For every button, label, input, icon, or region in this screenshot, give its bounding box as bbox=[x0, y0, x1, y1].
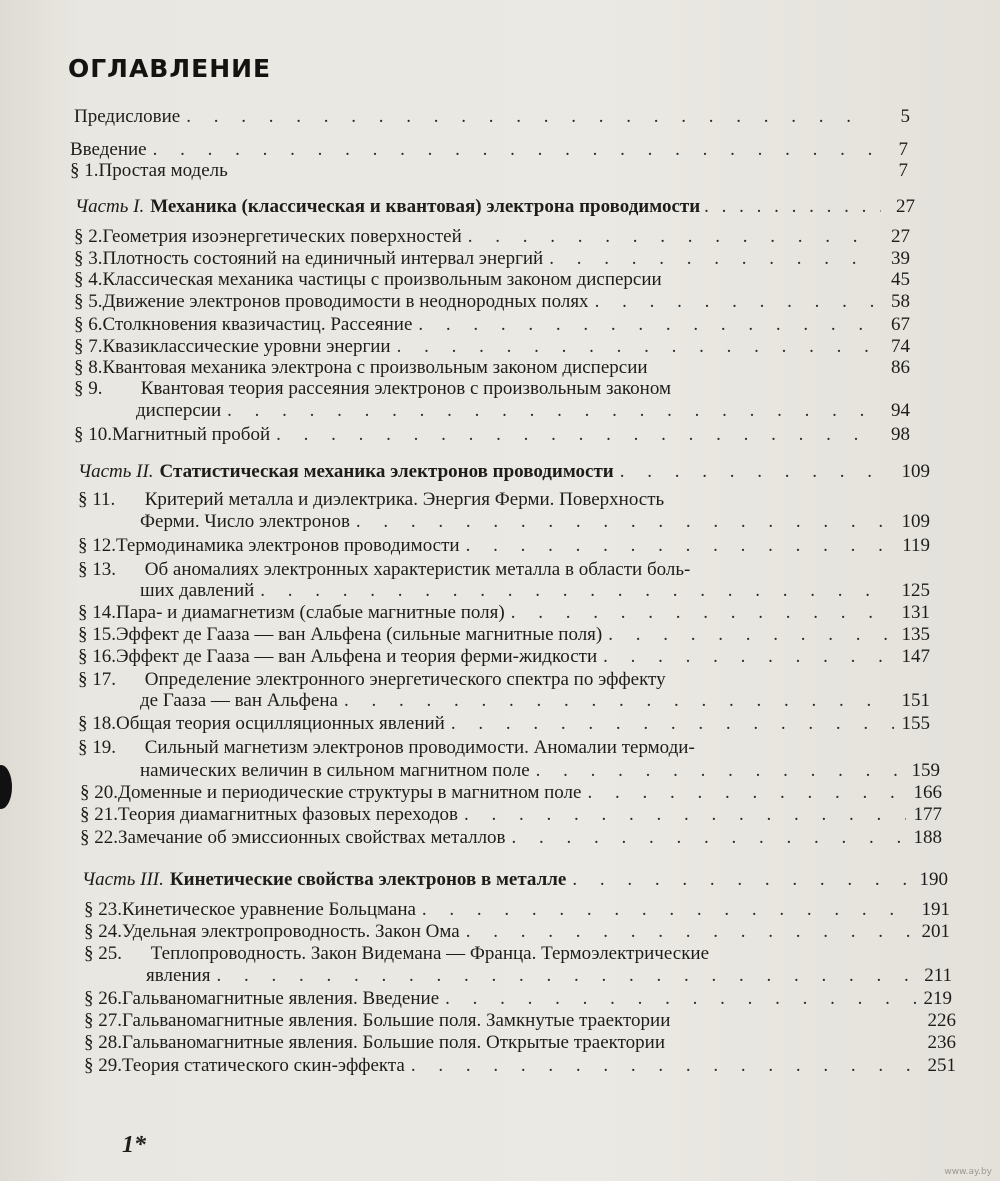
section-number: § 3. bbox=[74, 248, 103, 269]
toc-title: Эффект де Гааза — ван Альфена и теория ферми-жидкости bbox=[116, 646, 598, 667]
toc-entry-section-5 bbox=[74, 291, 910, 313]
toc-entry-section-21 bbox=[80, 804, 942, 826]
leader-dots bbox=[466, 921, 914, 943]
toc-title: Гальваномагнитные явления. Большие поля. Замкнутые траектории bbox=[122, 1010, 671, 1031]
toc-title: Плотность состояний на единичный интервал энергий bbox=[102, 248, 544, 269]
toc-page: 226 bbox=[927, 1010, 956, 1031]
toc-title: Критерий металла и диэлектрика. Энергия Ферми. Поверхность bbox=[144, 489, 665, 510]
toc-entry-section-29 bbox=[84, 1055, 956, 1077]
toc-title: Гальваномагнитные явления. Введение bbox=[122, 988, 440, 1009]
toc-page: 5 bbox=[900, 106, 910, 127]
toc-entry-intro bbox=[70, 139, 908, 161]
toc-entry-section-22 bbox=[80, 827, 942, 849]
toc-part-3 bbox=[82, 869, 948, 891]
leader-dots bbox=[603, 646, 894, 668]
section-number: § 6. bbox=[74, 314, 103, 335]
section-number: § 21. bbox=[80, 804, 118, 825]
toc-title: Классическая механика частицы с произвольным законом дисперсии bbox=[102, 269, 662, 290]
section-number: § 23. bbox=[84, 899, 122, 920]
toc-page: 7 bbox=[898, 139, 908, 160]
leader-dots bbox=[153, 139, 872, 161]
toc-page: 159 bbox=[911, 760, 940, 781]
leader-dots bbox=[704, 196, 881, 218]
leader-dots bbox=[466, 535, 894, 557]
toc-entry-section-11-line1 bbox=[78, 489, 664, 511]
section-number: § 10. bbox=[74, 424, 112, 445]
leader-dots bbox=[608, 624, 894, 646]
leader-dots bbox=[356, 511, 894, 533]
toc-title: Кинетическое уравнение Больцмана bbox=[122, 899, 416, 920]
section-number: § 28. bbox=[84, 1032, 122, 1053]
toc-title: Пара- и диамагнетизм (слабые магнитные поля) bbox=[116, 602, 505, 623]
toc-entry-section-1 bbox=[70, 160, 908, 182]
toc-title-continuation: явления bbox=[146, 965, 211, 986]
toc-page: 151 bbox=[901, 690, 930, 711]
leader-dots bbox=[587, 782, 906, 804]
toc-title: Геометрия изоэнергетических поверхностей bbox=[102, 226, 462, 247]
toc-entry-section-24 bbox=[84, 921, 950, 943]
section-number: § 8. bbox=[74, 357, 103, 378]
leader-dots bbox=[468, 226, 874, 248]
toc-part-1 bbox=[75, 196, 915, 218]
toc-entry-section-13-line1 bbox=[78, 559, 690, 581]
section-number: § 27. bbox=[84, 1010, 122, 1031]
toc-title: Термодинамика электронов проводимости bbox=[116, 535, 460, 556]
leader-dots bbox=[512, 827, 906, 849]
section-number: § 20. bbox=[80, 782, 118, 803]
section-number: § 12. bbox=[78, 535, 116, 556]
leader-dots bbox=[260, 580, 894, 602]
section-number: § 15. bbox=[78, 624, 116, 645]
section-number: § 19. bbox=[78, 737, 116, 758]
section-number: § 4. bbox=[74, 269, 103, 290]
leader-dots bbox=[464, 804, 906, 826]
leader-dots bbox=[216, 965, 916, 987]
toc-title: Квазиклассические уровни энергии bbox=[102, 336, 391, 357]
section-number: § 13. bbox=[78, 559, 116, 580]
toc-entry-section-25-line1 bbox=[84, 943, 709, 965]
leader-dots bbox=[411, 1055, 920, 1077]
toc-entry-section-4 bbox=[74, 269, 910, 291]
toc-entry-section-26 bbox=[84, 988, 952, 1010]
toc-page: 39 bbox=[891, 248, 910, 269]
toc-page: 45 bbox=[891, 269, 910, 290]
leader-dots bbox=[451, 713, 894, 735]
toc-page: 109 bbox=[901, 511, 930, 532]
toc-title-continuation: ших давлений bbox=[140, 580, 255, 601]
section-number: § 11. bbox=[78, 489, 116, 510]
toc-title: Удельная электропроводность. Закон Ома bbox=[122, 921, 460, 942]
leader-dots bbox=[511, 602, 894, 624]
section-number: § 18. bbox=[78, 713, 116, 734]
part-title: Кинетические свойства электронов в металле bbox=[169, 869, 567, 890]
toc-title: Движение электронов проводимости в неоднородных полях bbox=[102, 291, 589, 312]
toc-page: 58 bbox=[891, 291, 910, 312]
toc-entry-section-8 bbox=[74, 357, 910, 379]
part-title: Статистическая механика электронов проводимости bbox=[159, 461, 614, 482]
toc-title: Введение bbox=[70, 139, 147, 160]
part-label: Часть II. bbox=[78, 461, 154, 482]
toc-entry-section-16 bbox=[78, 646, 930, 668]
part-label: Часть I. bbox=[75, 196, 145, 217]
toc-entry-section-9 bbox=[136, 400, 910, 422]
leader-dots bbox=[445, 988, 916, 1010]
toc-entry-section-6 bbox=[74, 314, 910, 336]
toc-page: 67 bbox=[891, 314, 910, 335]
leader-dots bbox=[227, 400, 874, 422]
leader-dots bbox=[536, 760, 904, 782]
toc-title: Доменные и периодические структуры в магнитном поле bbox=[118, 782, 582, 803]
section-number: § 29. bbox=[84, 1055, 122, 1076]
toc-entry-section-28 bbox=[84, 1032, 956, 1054]
toc-title: Определение электронного энергетического спектра по эффекту bbox=[144, 669, 666, 690]
toc-entry-section-20 bbox=[80, 782, 942, 804]
toc-title: Теория диамагнитных фазовых переходов bbox=[118, 804, 458, 825]
section-number: § 9. bbox=[74, 378, 103, 399]
signature-mark: 1* bbox=[122, 1132, 146, 1158]
leader-dots bbox=[620, 461, 894, 483]
toc-page: 119 bbox=[902, 535, 930, 556]
leader-dots bbox=[422, 899, 914, 921]
toc-entry-section-23 bbox=[84, 899, 950, 921]
toc-title: Сильный магнетизм электронов проводимости. Аномалии термоди- bbox=[144, 737, 695, 758]
toc-page: 135 bbox=[901, 624, 930, 645]
leader-dots bbox=[595, 291, 874, 313]
toc-entry-section-17 bbox=[140, 690, 930, 712]
toc-page: 86 bbox=[891, 357, 910, 378]
toc-title: Квантовая механика электрона с произвольным законом дисперсии bbox=[102, 357, 648, 378]
section-number: § 7. bbox=[74, 336, 103, 357]
toc-title: Столкновения квазичастиц. Рассеяние bbox=[102, 314, 413, 335]
toc-title-continuation: Ферми. Число электронов bbox=[140, 511, 350, 532]
leader-dots bbox=[549, 248, 874, 270]
toc-title-continuation: де Гааза — ван Альфена bbox=[140, 690, 338, 711]
toc-page: 27 bbox=[896, 196, 915, 217]
toc-entry-section-2 bbox=[74, 226, 910, 248]
toc-entry-section-3 bbox=[74, 248, 910, 270]
toc-title: Общая теория осцилляционных явлений bbox=[116, 713, 445, 734]
toc-entry-section-18 bbox=[78, 713, 930, 735]
toc-part-2 bbox=[78, 461, 930, 483]
toc-page: 190 bbox=[919, 869, 948, 890]
leader-dots bbox=[418, 314, 874, 336]
toc-page: 177 bbox=[913, 804, 942, 825]
toc-page: 131 bbox=[901, 602, 930, 623]
leader-dots bbox=[186, 106, 874, 128]
toc-page: 201 bbox=[921, 921, 950, 942]
leader-dots bbox=[397, 336, 874, 358]
leader-dots bbox=[572, 869, 912, 891]
section-number: § 24. bbox=[84, 921, 122, 942]
toc-entry-section-9-line1 bbox=[74, 378, 671, 400]
toc-entry-section-14 bbox=[78, 602, 930, 624]
toc-page: 147 bbox=[901, 646, 930, 667]
toc-page: 191 bbox=[921, 899, 950, 920]
toc-title: Предисловие bbox=[74, 106, 181, 127]
toc-entry-section-13 bbox=[140, 580, 930, 602]
toc-page: 109 bbox=[901, 461, 930, 482]
toc-page: 7 bbox=[898, 160, 908, 181]
toc-page: 188 bbox=[913, 827, 942, 848]
toc-page: 94 bbox=[891, 400, 910, 421]
toc-title-continuation: намических величин в сильном магнитном поле bbox=[140, 760, 530, 781]
toc-entry-section-10 bbox=[74, 424, 910, 446]
toc-page: 27 bbox=[891, 226, 910, 247]
toc-entry-section-25 bbox=[146, 965, 952, 987]
toc-page: 125 bbox=[901, 580, 930, 601]
section-number: § 25. bbox=[84, 943, 122, 964]
section-number: § 26. bbox=[84, 988, 122, 1009]
toc-entry-section-11 bbox=[140, 511, 930, 533]
toc-page: 74 bbox=[891, 336, 910, 357]
toc-title: Замечание об эмиссионных свойствах металлов bbox=[118, 827, 506, 848]
section-number: § 14. bbox=[78, 602, 116, 623]
part-label: Часть III. bbox=[82, 869, 164, 890]
toc-entry-preface bbox=[74, 106, 910, 128]
toc-title: Простая модель bbox=[98, 160, 228, 181]
toc-title: Об аномалиях электронных характеристик металла в области боль- bbox=[144, 559, 691, 580]
toc-page: 155 bbox=[901, 713, 930, 734]
toc-entry-section-27 bbox=[84, 1010, 956, 1032]
toc-title: Теория статического скин-эффекта bbox=[122, 1055, 405, 1076]
toc-entry-section-17-line1 bbox=[78, 669, 666, 691]
toc-page: 98 bbox=[891, 424, 910, 445]
toc-title-continuation: дисперсии bbox=[136, 400, 222, 421]
part-title: Механика (классическая и квантовая) электрона проводимости bbox=[150, 196, 701, 217]
toc-entry-section-15 bbox=[78, 624, 930, 646]
toc-page: 166 bbox=[913, 782, 942, 803]
toc-entry-section-19-line1 bbox=[78, 737, 695, 759]
page-title: ОГЛАВЛЕНИЕ bbox=[68, 54, 272, 83]
section-number: § 5. bbox=[74, 291, 103, 312]
section-number: § 16. bbox=[78, 646, 116, 667]
section-number: § 17. bbox=[78, 669, 116, 690]
section-number: § 22. bbox=[80, 827, 118, 848]
leader-dots bbox=[344, 690, 894, 712]
toc-title: Гальваномагнитные явления. Большие поля. Открытые траектории bbox=[122, 1032, 666, 1053]
toc-title: Квантовая теория рассеяния электронов с произвольным законом bbox=[140, 378, 671, 399]
toc-entry-section-7 bbox=[74, 336, 910, 358]
toc-title: Эффект де Гааза — ван Альфена (сильные магнитные поля) bbox=[116, 624, 603, 645]
toc-page: 219 bbox=[923, 988, 952, 1009]
leader-dots bbox=[276, 424, 874, 446]
toc-page: 251 bbox=[927, 1055, 956, 1076]
watermark: www.ay.by bbox=[944, 1167, 992, 1177]
toc-page: 236 bbox=[927, 1032, 956, 1053]
toc-entry-section-19 bbox=[140, 760, 940, 782]
toc-title: Магнитный пробой bbox=[112, 424, 271, 445]
section-number: § 1. bbox=[70, 160, 99, 181]
section-number: § 2. bbox=[74, 226, 103, 247]
toc-entry-section-12 bbox=[78, 535, 930, 557]
toc-page: 211 bbox=[924, 965, 952, 986]
toc-title: Теплопроводность. Закон Видемана — Франца. Термоэлектрические bbox=[150, 943, 710, 964]
